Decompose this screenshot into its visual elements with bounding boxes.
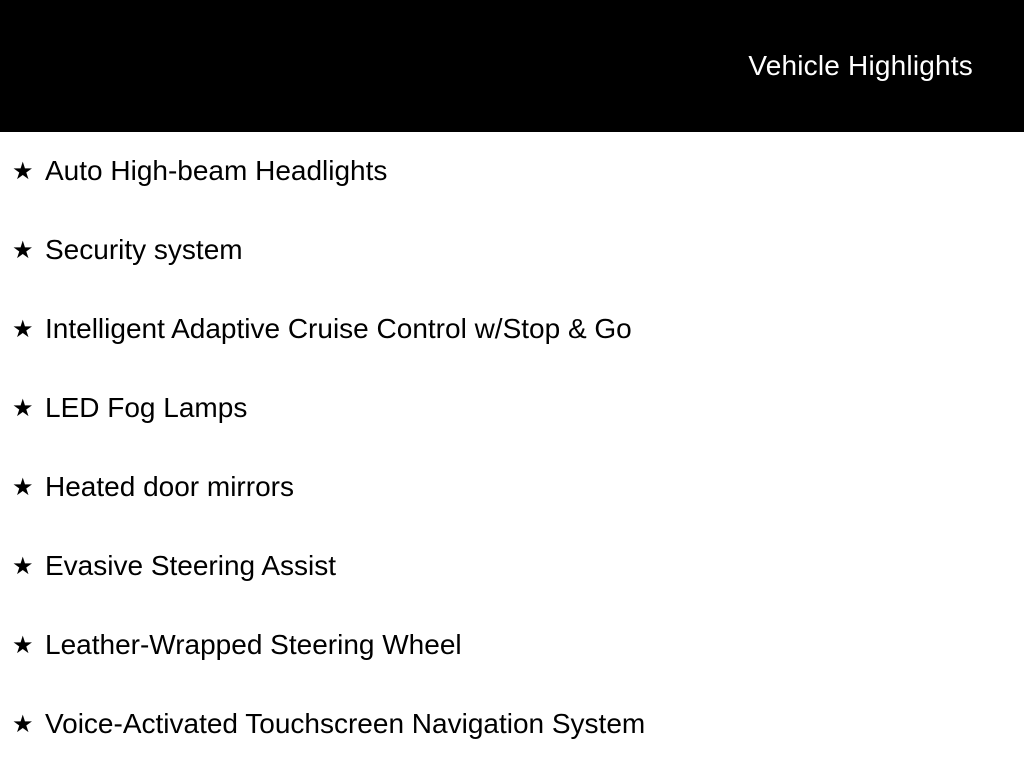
highlight-label: Heated door mirrors [45,471,294,503]
highlight-label: LED Fog Lamps [45,392,248,424]
list-item [0,527,1024,606]
list-item [0,290,1024,369]
list-item [0,685,1024,764]
star-icon: ★ [12,236,34,264]
highlight-label: Voice-Activated Touchscreen Navigation System [45,708,646,740]
list-item [0,132,1024,211]
highlight-label: Security system [45,234,243,266]
header-bar [0,0,1024,132]
highlights-list [0,132,1024,764]
star-icon: ★ [12,315,34,343]
star-icon: ★ [12,473,34,501]
page-title: Vehicle Highlights [748,50,973,81]
list-item [0,211,1024,290]
star-icon: ★ [12,631,34,659]
list-item [0,448,1024,527]
highlight-label: Intelligent Adaptive Cruise Control w/Stop & Go [45,313,632,345]
highlight-label: Evasive Steering Assist [45,550,337,582]
list-item [0,606,1024,685]
star-icon: ★ [12,157,34,185]
star-icon: ★ [12,394,34,422]
list-item [0,369,1024,448]
highlight-label: Auto High-beam Headlights [45,155,388,187]
highlight-label: Leather-Wrapped Steering Wheel [45,629,462,661]
star-icon: ★ [12,552,34,580]
star-icon: ★ [12,710,34,738]
